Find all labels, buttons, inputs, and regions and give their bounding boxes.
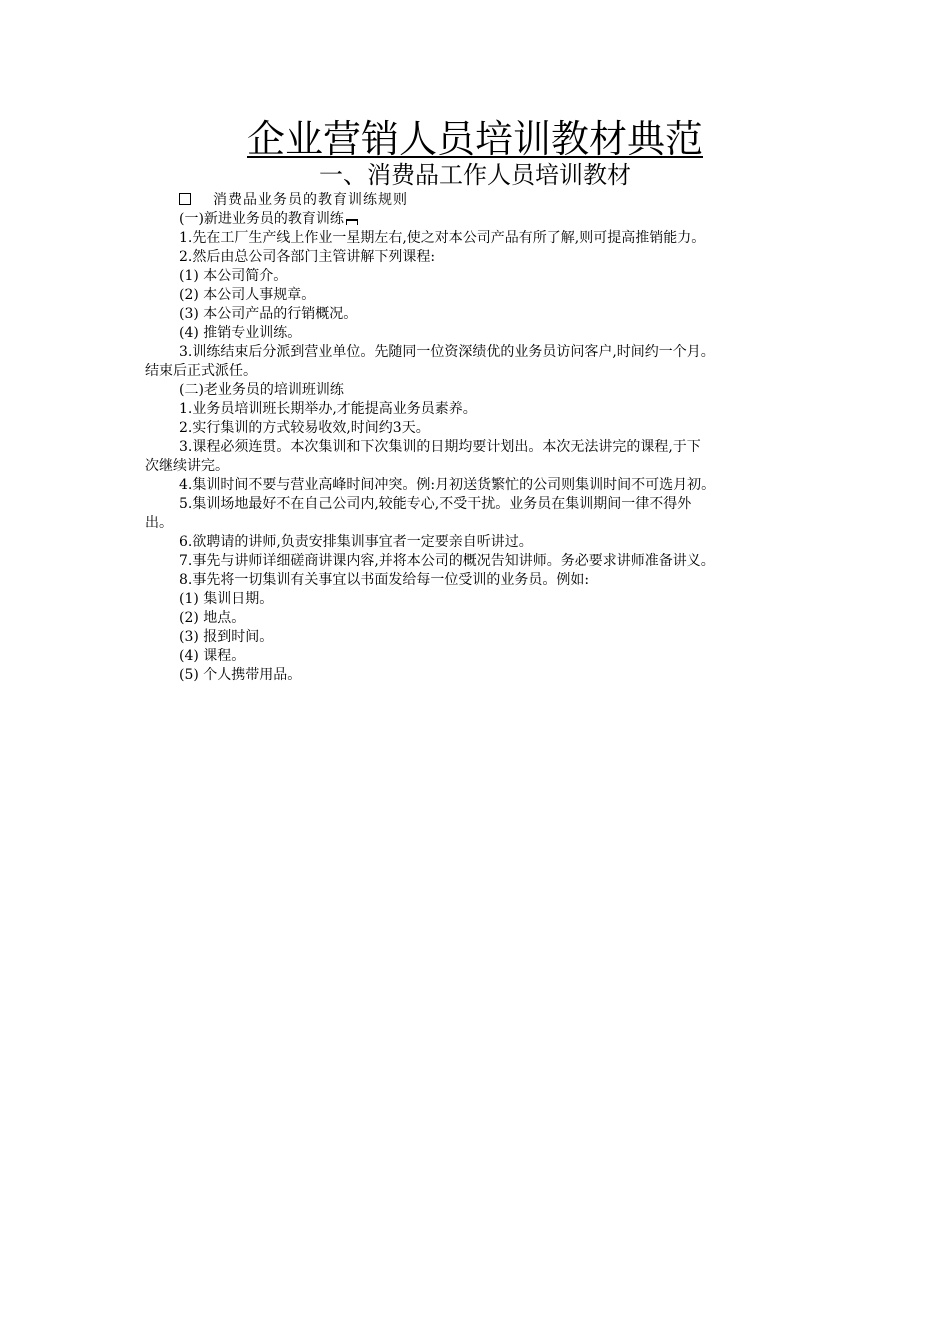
paragraph-line: 7.事先与讲师详细磋商讲课内容,并将本公司的概况告知讲师。务必要求讲师准备讲义。	[179, 553, 715, 569]
list-item: (1) 本公司简介。	[179, 268, 288, 284]
checkbox-icon	[179, 193, 191, 205]
document-subtitle: 一、消费品工作人员培训教材	[319, 161, 631, 189]
section-heading: 消费品业务员的教育训练规则	[145, 191, 825, 210]
paragraph-line-continued: 次继续讲完。	[145, 458, 229, 474]
subsection-heading: (一)新进业务员的教育训练	[145, 210, 825, 229]
paragraph-line: 2.然后由总公司各部门主管讲解下列课程:	[179, 249, 436, 265]
paragraph-line: 3.课程必须连贯。本次集训和下次集训的日期均要计划出。本次无法讲完的课程,于下	[179, 439, 701, 455]
paragraph-line: 3.训练结束后分派到营业单位。先随同一位资深绩优的业务员访问客户,时间约一个月。	[179, 344, 715, 360]
list-item: (1) 集训日期。	[179, 591, 274, 607]
paragraph-line: 6.欲聘请的讲师,负责安排集训事宜者一定要亲自听讲过。	[179, 534, 533, 550]
list-item: (4) 课程。	[179, 648, 246, 664]
subsection-heading: (二)老业务员的培训班训练	[179, 382, 344, 398]
paragraph-line: 2.实行集训的方式较易收效,时间约3天。	[179, 420, 430, 436]
list-item: (5) 个人携带用品。	[179, 667, 302, 683]
document-title: 企业营销人员培训教材典范	[246, 117, 703, 161]
list-item: (2) 地点。	[179, 610, 246, 626]
document-body	[145, 191, 825, 685]
paragraph-line: 1.先在工厂生产线上作业一星期左右,使之对本公司产品有所了解,则可提高推销能力。	[179, 230, 706, 246]
paragraph-line: 4.集训时间不要与营业高峰时间冲突。例:月初送货繁忙的公司则集训时间不可选月初。	[179, 477, 716, 493]
paragraph-line-continued: 结束后正式派任。	[145, 363, 257, 379]
list-item: (2) 本公司人事规章。	[179, 287, 316, 303]
list-item: (3) 报到时间。	[179, 629, 274, 645]
paragraph-line-continued: 出。	[145, 515, 173, 531]
paragraph-line: 1.业务员培训班长期举办,才能提高业务员素养。	[179, 401, 477, 417]
list-item: (3) 本公司产品的行销概况。	[179, 306, 358, 322]
paragraph-line: 5.集训场地最好不在自己公司内,较能专心,不受干扰。业务员在集训期间一律不得外	[179, 496, 692, 512]
paragraph-mark-icon	[346, 219, 358, 225]
paragraph-line: 8.事先将一切集训有关事宜以书面发给每一位受训的业务员。例如:	[179, 572, 590, 588]
list-item: (4) 推销专业训练。	[179, 325, 302, 341]
